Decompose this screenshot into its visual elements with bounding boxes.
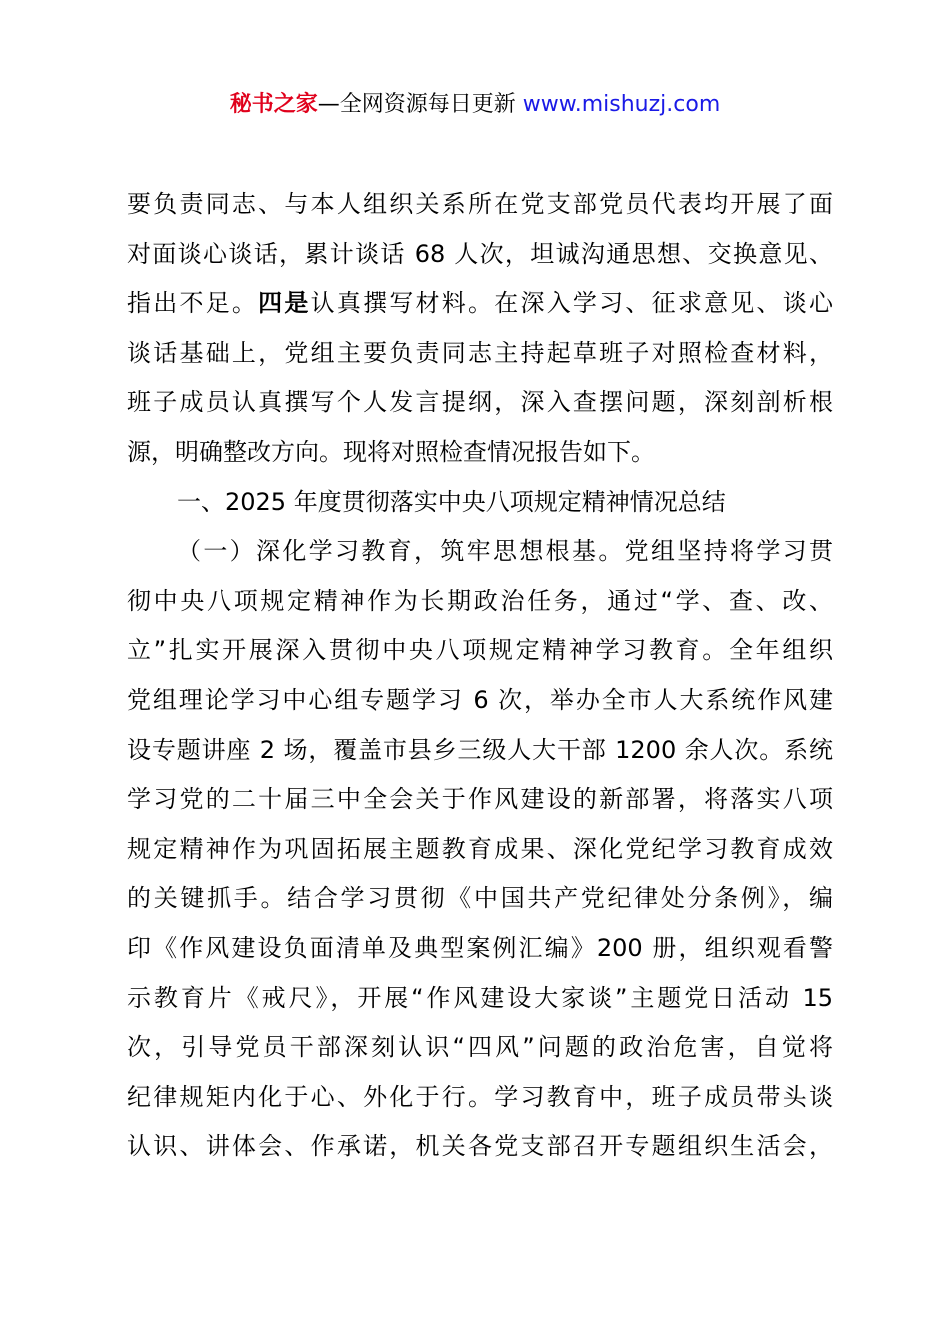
paragraph-line: 彻中央八项规定精神作为长期政治任务，通过“学、查、改、 — [127, 586, 833, 615]
paragraph-line: 立”扎实开展深入贯彻中央八项规定精神学习教育。全年组织 — [127, 636, 833, 665]
paragraph-line: （一）深化学习教育，筑牢思想根基。党组坚持将学习贯 — [177, 537, 833, 566]
paragraph-line: 示教育片《戒尺》，开展“作风建设大家谈”主题党日活动 15 — [127, 983, 833, 1012]
paragraph-line: 纪律规矩内化于心、外化于行。学习教育中，班子成员带头谈 — [127, 1082, 833, 1111]
paragraph-line: 要负责同志、与本人组织关系所在党支部党员代表均开展了面 — [127, 190, 833, 218]
paragraph-line: 次，引导党员干部深刻认识“四风”问题的政治危害，自觉将 — [127, 1033, 833, 1062]
paragraph-line: 谈话基础上，党组主要负责同志主持起草班子对照检查材料， — [127, 338, 833, 367]
paragraph-line: 对面谈心谈话，累计谈话 68 人次，坦诚沟通思想、交换意见、 — [127, 239, 833, 268]
section-heading: 一、2025 年度贯彻落实中央八项规定精神情况总结 — [177, 487, 726, 516]
header-tagline: —全网资源每日更新 — [317, 92, 523, 117]
paragraph-line: 的关键抓手。结合学习贯彻《中国共产党纪律处分条例》，编 — [127, 884, 833, 913]
paragraph-line: 规定精神作为巩固拓展主题教育成果、深化党纪学习教育成效 — [127, 834, 833, 863]
page-header — [0, 88, 950, 122]
paragraph-text: 认真撰写材料。在深入学习、征求意见、谈心 — [310, 289, 834, 318]
header-brand: 秘书之家 — [229, 92, 318, 117]
paragraph-line-mixed — [127, 279, 833, 329]
paragraph-line: 认识、讲体会、作承诺，机关各党支部召开专题组织生活会， — [127, 1132, 833, 1161]
document-body — [127, 180, 833, 1172]
paragraph-text: 指出不足。 — [127, 289, 259, 318]
bold-label: 四是 — [258, 289, 311, 318]
header-url[interactable]: www.mishuzj.com — [522, 92, 721, 117]
paragraph-line: 源，明确整改方向。现将对照检查情况报告如下。 — [127, 437, 655, 466]
paragraph-line: 印《作风建设负面清单及典型案例汇编》200 册，组织观看警 — [127, 933, 833, 962]
paragraph-line: 设专题讲座 2 场，覆盖市县乡三级人大干部 1200 余人次。系统 — [127, 735, 833, 764]
paragraph-line: 党组理论学习中心组专题学习 6 次，举办全市人大系统作风建 — [127, 685, 833, 714]
paragraph-line: 学习党的二十届三中全会关于作风建设的新部署，将落实八项 — [127, 785, 833, 814]
paragraph-line: 班子成员认真撰写个人发言提纲，深入查摆问题，深刻剖析根 — [127, 388, 833, 417]
